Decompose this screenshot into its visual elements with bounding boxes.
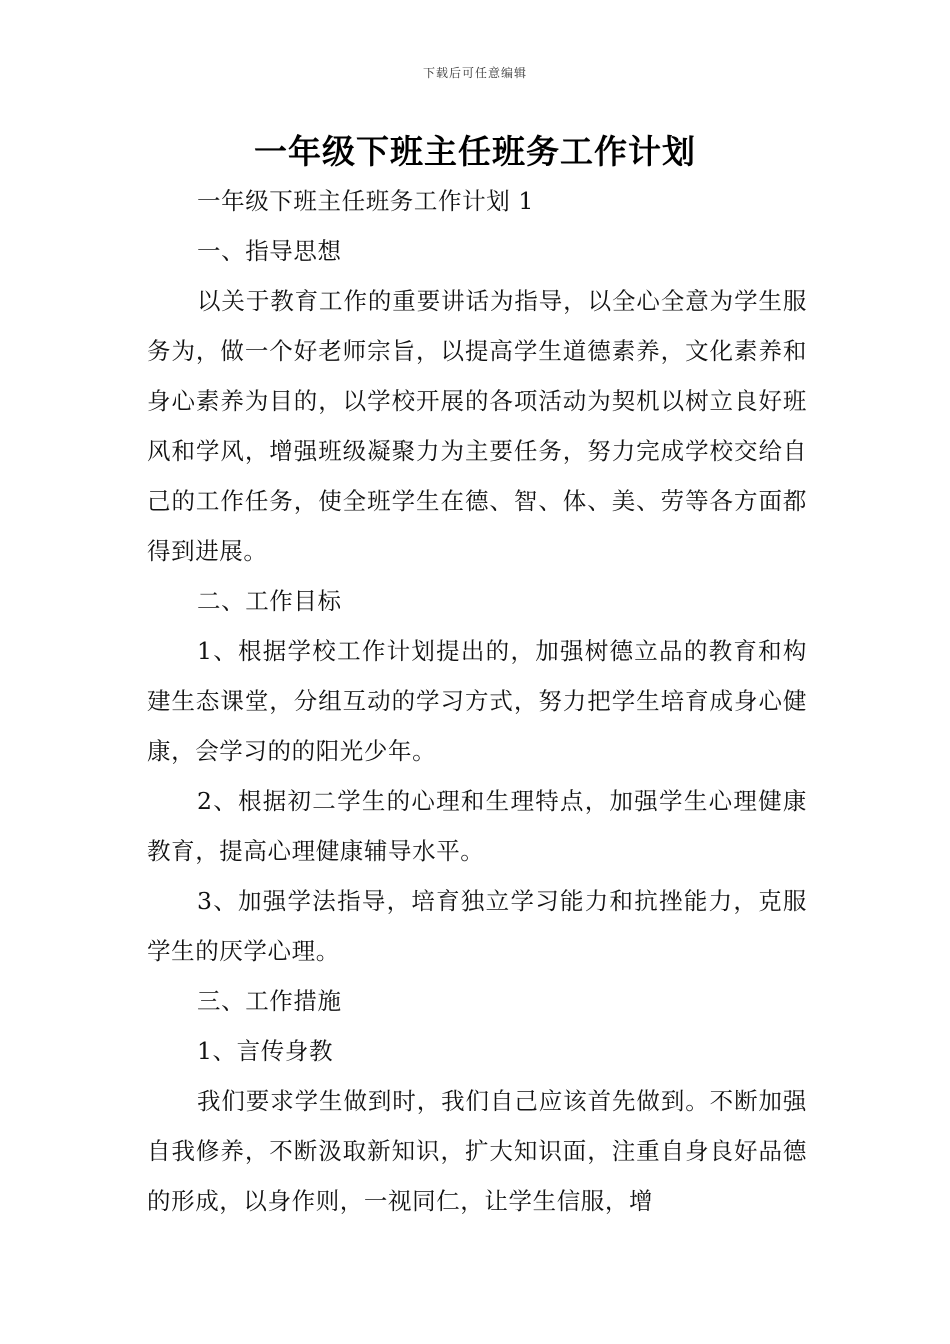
section-heading-work-measures: 三、工作措施 — [197, 987, 342, 1015]
subtitle-paragraph: 一年级下班主任班务工作计划 1 — [197, 187, 534, 215]
body-paragraph: 1、根据学校工作计划提出的，加强树德立品的教育和构建生态课堂，分组互动的学习方式，努力把学生培育成身心健康，会学习的的阳光少年。 — [147, 637, 807, 765]
subsection-heading: 1、言传身教 — [197, 1037, 334, 1065]
body-paragraph: 3、加强学法指导，培育独立学习能力和抗挫能力，克服学生的厌学心理。 — [147, 887, 807, 965]
body-paragraph: 我们要求学生做到时，我们自己应该首先做到。不断加强自我修养，不断汲取新知识，扩大知识面，注重自身良好品德的形成，以身作则，一视同仁，让学生信服，增 — [147, 1087, 807, 1215]
header-note: 下载后可任意编辑 — [422, 66, 527, 80]
body-paragraph: 2、根据初二学生的心理和生理特点，加强学生心理健康教育，提高心理健康辅导水平。 — [147, 787, 807, 865]
body-paragraph: 以关于教育工作的重要讲话为指导，以全心全意为学生服务为，做一个好老师宗旨，以提高学生道德素养，文化素养和身心素养为目的，以学校开展的各项活动为契机以树立良好班风和学风，增强班级凝聚力为主要任务，努力完成学校交给自己的工作任务，使全班学生在德、智、体、美、劳等各方面都得到进展。 — [147, 287, 807, 565]
section-heading-work-goals: 二、工作目标 — [197, 587, 342, 615]
document-title: 一年级下班主任班务工作计划 — [254, 132, 696, 171]
section-heading-guiding-thought: 一、指导思想 — [197, 237, 342, 265]
document-body — [147, 176, 807, 1226]
